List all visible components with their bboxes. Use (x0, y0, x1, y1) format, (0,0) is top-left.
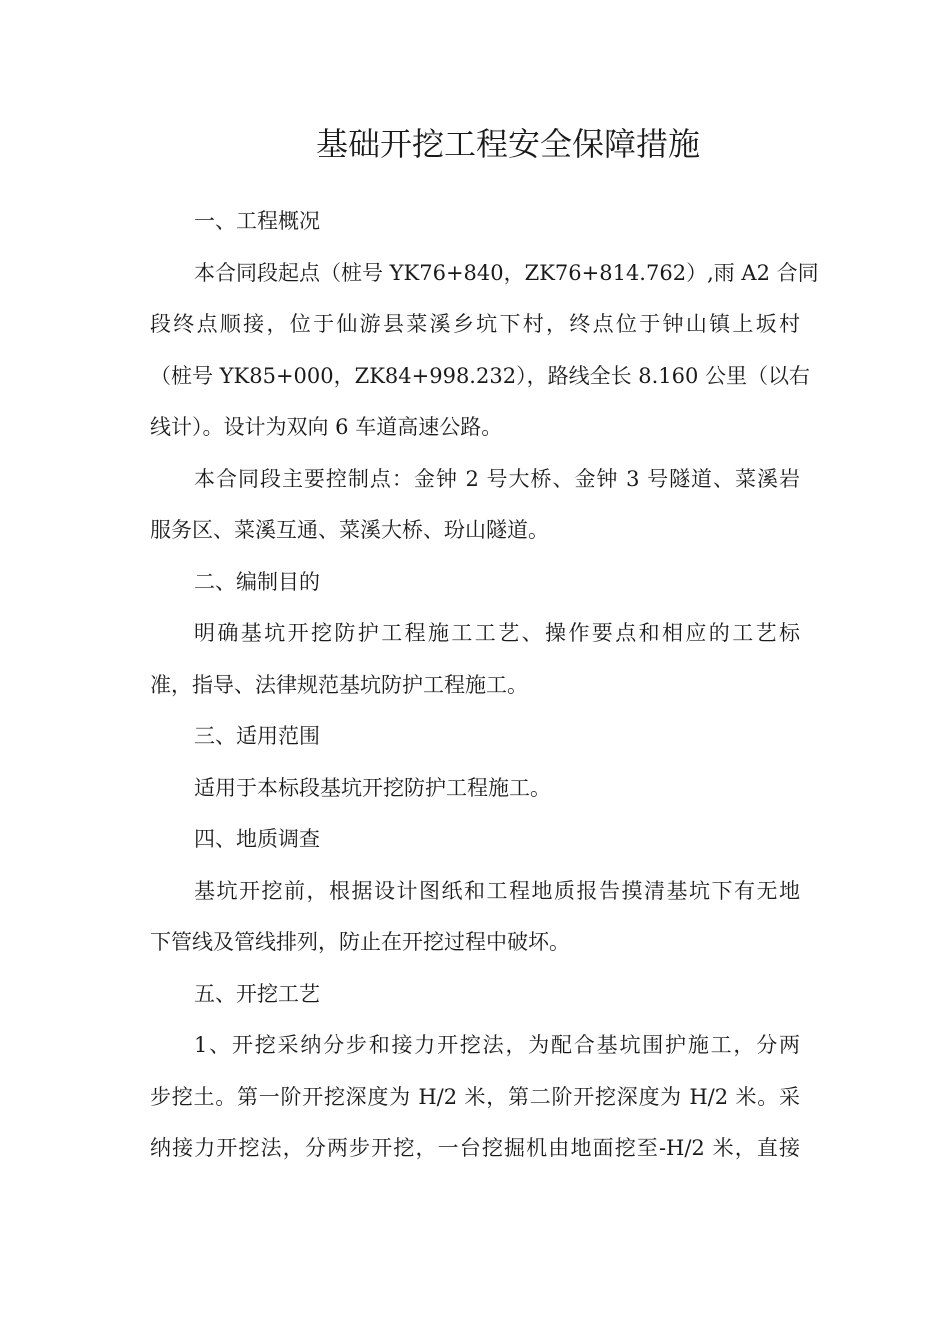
paragraph-line: 纳接力开挖法，分两步开挖，一台挖掘机由地面挖至-H/2 米，直接 (150, 1136, 800, 1160)
paragraph-line: 服务区、菜溪互通、菜溪大桥、玢山隧道。 (150, 518, 549, 542)
paragraph-line: 线计）。设计为双向 6 车道高速公路。 (150, 415, 503, 439)
paragraph-line: 段终点顺接，位于仙游县菜溪乡坑下村，终点位于钟山镇上坂村 (150, 312, 800, 336)
document-title: 基础开挖工程安全保障措施 (315, 125, 700, 163)
paragraph-line: 本合同段起点（桩号 YK76+840，ZK76+814.762）,雨 A2 合同 (194, 260, 819, 285)
section-heading-scope: 三、适用范围 (194, 724, 320, 748)
paragraph-line: 本合同段主要控制点：金钟 2 号大桥、金钟 3 号隧道、菜溪岩 (194, 466, 800, 491)
section-heading-geology: 四、地质调查 (194, 827, 320, 851)
paragraph-line: 明确基坑开挖防护工程施工工艺、操作要点和相应的工艺标 (194, 621, 800, 645)
paragraph-line: 步挖土。第一阶开挖深度为 H/2 米，第二阶开挖深度为 H/2 米。采 (150, 1084, 800, 1109)
section-heading-overview: 一、工程概况 (194, 209, 320, 233)
paragraph-line: （桩号 YK85+000，ZK84+998.232），路线全长 8.160 公里（以右 (150, 363, 811, 388)
document-body (150, 196, 819, 1175)
paragraph-line: 1、开挖采纳分步和接力开挖法，为配合基坑围护施工，分两 (194, 1033, 800, 1057)
paragraph-line: 准，指导、法律规范基坑防护工程施工。 (150, 672, 528, 697)
paragraph-line: 下管线及管线排列，防止在开挖过程中破坏。 (150, 930, 570, 954)
paragraph-line: 适用于本标段基坑开挖防护工程施工。 (194, 775, 551, 800)
section-heading-purpose: 二、编制目的 (194, 569, 320, 594)
section-heading-process: 五、开挖工艺 (194, 981, 320, 1006)
paragraph-line: 基坑开挖前，根据设计图纸和工程地质报告摸清基坑下有无地 (194, 878, 800, 903)
